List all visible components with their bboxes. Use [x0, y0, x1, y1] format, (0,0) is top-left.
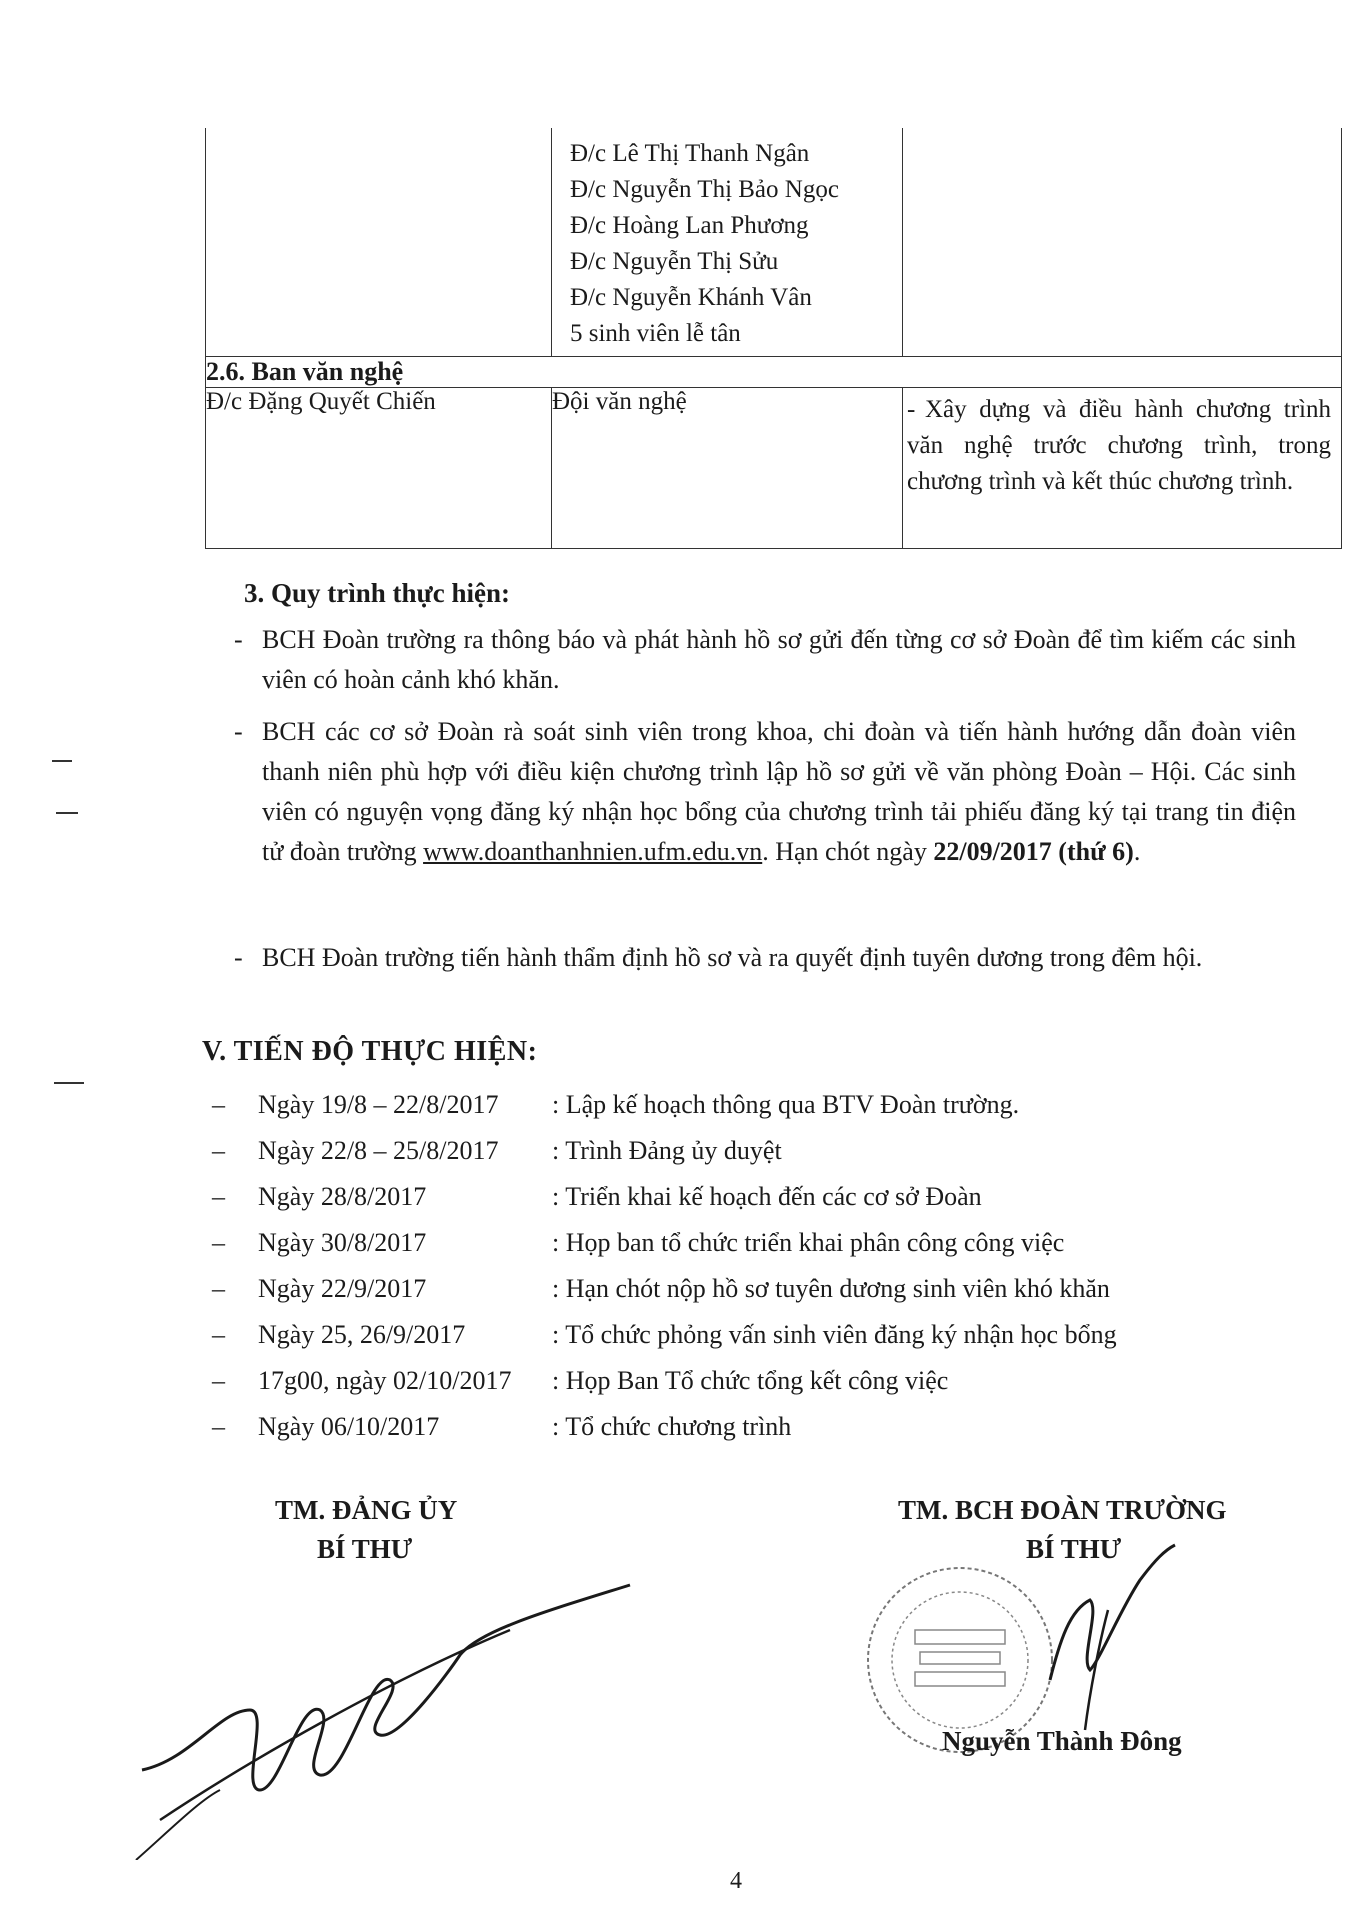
signer-name: Nguyễn Thành Đông	[942, 1726, 1182, 1756]
schedule-activity: : Họp ban tổ chức triển khai phân công công việc	[552, 1228, 1065, 1257]
handwritten-signature-left	[130, 1560, 650, 1860]
page-number: 4	[730, 1868, 742, 1894]
schedule-date: Ngày 19/8 – 22/8/2017	[258, 1090, 499, 1119]
procedure-item-3	[234, 938, 1296, 978]
schedule-date: Ngày 22/8 – 25/8/2017	[258, 1136, 499, 1165]
schedule-activity: : Tổ chức phỏng vấn sinh viên đăng ký nhận học bổng	[552, 1320, 1117, 1349]
procedure-text: BCH các cơ sở Đoàn rà soát sinh viên trong khoa, chi đoàn và tiến hành hướng dẫn đoàn viên thanh niên phù hợp với điều kiện chương trình lập hồ sơ gửi về văn phòng Đoàn – Hội. Các sinh viên có nguyện vọng đăng ký nhận học bổng của chương trình tải phiếu đăng ký tại trang tin điện tử đoàn trường	[262, 717, 1296, 866]
signature-role: BÍ THƯ	[1026, 1534, 1122, 1564]
list-item: Đ/c Lê Thị Thanh Ngân	[570, 140, 810, 167]
schedule-date: 17g00, ngày 02/10/2017	[258, 1366, 512, 1395]
table-row	[206, 128, 1342, 357]
sentence-end: .	[1133, 837, 1141, 866]
schedule-activity: : Tổ chức chương trình	[552, 1412, 792, 1441]
list-item: Đ/c Nguyễn Thị Sửu	[570, 248, 779, 275]
schedule-date: Ngày 30/8/2017	[258, 1228, 427, 1257]
scan-mark	[52, 760, 72, 762]
deadline-date: 22/09/2017 (thứ 6)	[933, 837, 1134, 866]
schedule-heading: V. TIẾN ĐỘ THỰC HIỆN:	[202, 1036, 538, 1067]
schedule-date: Ngày 25, 26/9/2017	[258, 1320, 466, 1349]
schedule-activity: : Trình Đảng ủy duyệt	[552, 1136, 782, 1165]
handwritten-signature-right	[990, 1520, 1180, 1740]
list-item: 5 sinh viên lễ tân	[570, 320, 741, 347]
table-row	[206, 357, 1342, 388]
schedule-date: Ngày 06/10/2017	[258, 1412, 440, 1441]
schedule-date: Ngày 28/8/2017	[258, 1182, 427, 1211]
scan-mark	[54, 1082, 84, 1084]
signature-title: TM. BCH ĐOÀN TRƯỜNG	[898, 1495, 1227, 1525]
table-cell-task	[903, 388, 1341, 504]
procedure-text: BCH Đoàn trường ra thông báo và phát hành hồ sơ gửi đến từng cơ sở Đoàn để tìm kiếm các sinh viên có hoàn cảnh khó khăn.	[262, 625, 1296, 694]
table-cell-person: Đ/c Đặng Quyết Chiến	[206, 388, 552, 549]
deadline-prefix: . Hạn chót ngày	[762, 837, 927, 866]
bullet-dash: -	[907, 396, 916, 423]
table-row	[206, 388, 1342, 549]
signature-role: BÍ THƯ	[317, 1534, 413, 1564]
signature-block-party	[275, 1495, 457, 1565]
signature-title: TM. ĐẢNG ỦY	[275, 1495, 458, 1525]
schedule-activity: : Hạn chót nộp hồ sơ tuyên dương sinh viên khó khăn	[552, 1274, 1110, 1303]
list-item: Đ/c Nguyễn Thị Bảo Ngọc	[570, 176, 839, 203]
schedule-date: Ngày 22/9/2017	[258, 1274, 427, 1303]
list-item: Đ/c Nguyễn Khánh Vân	[570, 284, 812, 311]
website-link[interactable]: www.doanthanhnien.ufm.edu.vn	[423, 837, 763, 866]
schedule-activity: : Lập kế hoạch thông qua BTV Đoàn trường.	[552, 1090, 1020, 1119]
task-text: Xây dựng và điều hành chương trình văn nghệ trước chương trình, trong chương trình và kết thúc chương trình.	[907, 396, 1331, 495]
table-cell-team: Đội văn nghệ	[552, 388, 903, 549]
member-list	[552, 128, 902, 356]
procedure-item-2	[234, 712, 1296, 872]
schedule-activity: : Triển khai kế hoạch đến các cơ sở Đoàn	[552, 1182, 982, 1211]
list-item: Đ/c Hoàng Lan Phương	[570, 212, 809, 239]
procedure-item-1	[234, 620, 1296, 700]
procedure-text: BCH Đoàn trường tiến hành thẩm định hồ sơ và ra quyết định tuyên dương trong đêm hội.	[262, 943, 1203, 972]
section-heading: 2.6. Ban văn nghệ	[206, 357, 1342, 388]
procedure-heading: 3. Quy trình thực hiện:	[244, 578, 510, 608]
document-page: Đ/c Lê Thị Thanh Ngân Đ/c Nguyễn Thị Bảo Ngọc Đ/c Hoàng Lan Phương Đ/c Nguyễn Thị Sửu Đ/c Nguyễn Khánh Vân 5 sinh viên lễ tân 2.6. Ban văn nghệ Đ/c Đặng Quyết Chiến Đội văn nghệ - Xây dựng và điều hành chương trình văn nghệ trước chương trình, trong chương trình và kết thúc chương trình. 3. Quy trình thực hiện: - BCH Đoàn trường ra thông báo và phát hành hồ sơ gửi đến từng cơ sở Đoàn để tìm kiếm các sinh viên có hoàn cảnh khó khăn. - BCH các cơ sở Đoàn rà soát sinh viên trong khoa, chi đoàn và tiến hành hướng dẫn đoàn viên thanh niên phù hợp với điều kiện chương trình lập hồ sơ gửi về văn phòng Đoàn – Hội. Các sinh viên có nguyện vọng đăng ký nhận học bổng của chương trình tải phiếu đăng ký tại trang tin điện tử đoàn trường www.doanthanhnien.ufm.edu.vn. Hạn chót ngày 22/09/2017 (thứ 6). - BCH Đoàn trường tiến hành thẩm định hồ sơ và ra quyết định tuyên dương trong đêm hội. V. TIẾN ĐỘ THỰC HIỆN: – Ngày 19/8 – 22/8/2017 : Lập kế hoạch thông qua BTV Đoàn trường. – Ngày 22/8 – 25/8/2017 : Trình Đảng ủy duyệt – Ngày 28/8/2017 : Triển khai kế hoạch đến các cơ sở Đoàn – Ngày 30/8/2017 : Họp ban tổ chức triển khai phân công công việc – Ngày 22/9/2017 : Hạn chót nộp hồ sơ tuyên dương sinh viên khó khăn – Ngày 25, 26/9/2017 : Tổ chức phỏng vấn sinh viên đăng ký nhận học bổng – 17g00, ngày 02/10/2017 : Họp Ban Tổ chức tổng kết công việc – Ngày 06/10/2017 : Tổ chức chương trình TM. ĐẢNG ỦY BÍ THƯ TM. BCH ĐOÀN TRƯỜNG BÍ THƯ Nguyễn Thành Đông 4	[0, 0, 1358, 1918]
scan-mark	[56, 812, 78, 814]
bullet-dash: -	[234, 717, 243, 746]
bullet-dash: -	[234, 625, 243, 654]
task-table	[205, 128, 1342, 549]
schedule-activity: : Họp Ban Tổ chức tổng kết công việc	[552, 1366, 949, 1395]
bullet-dash: -	[234, 943, 243, 972]
